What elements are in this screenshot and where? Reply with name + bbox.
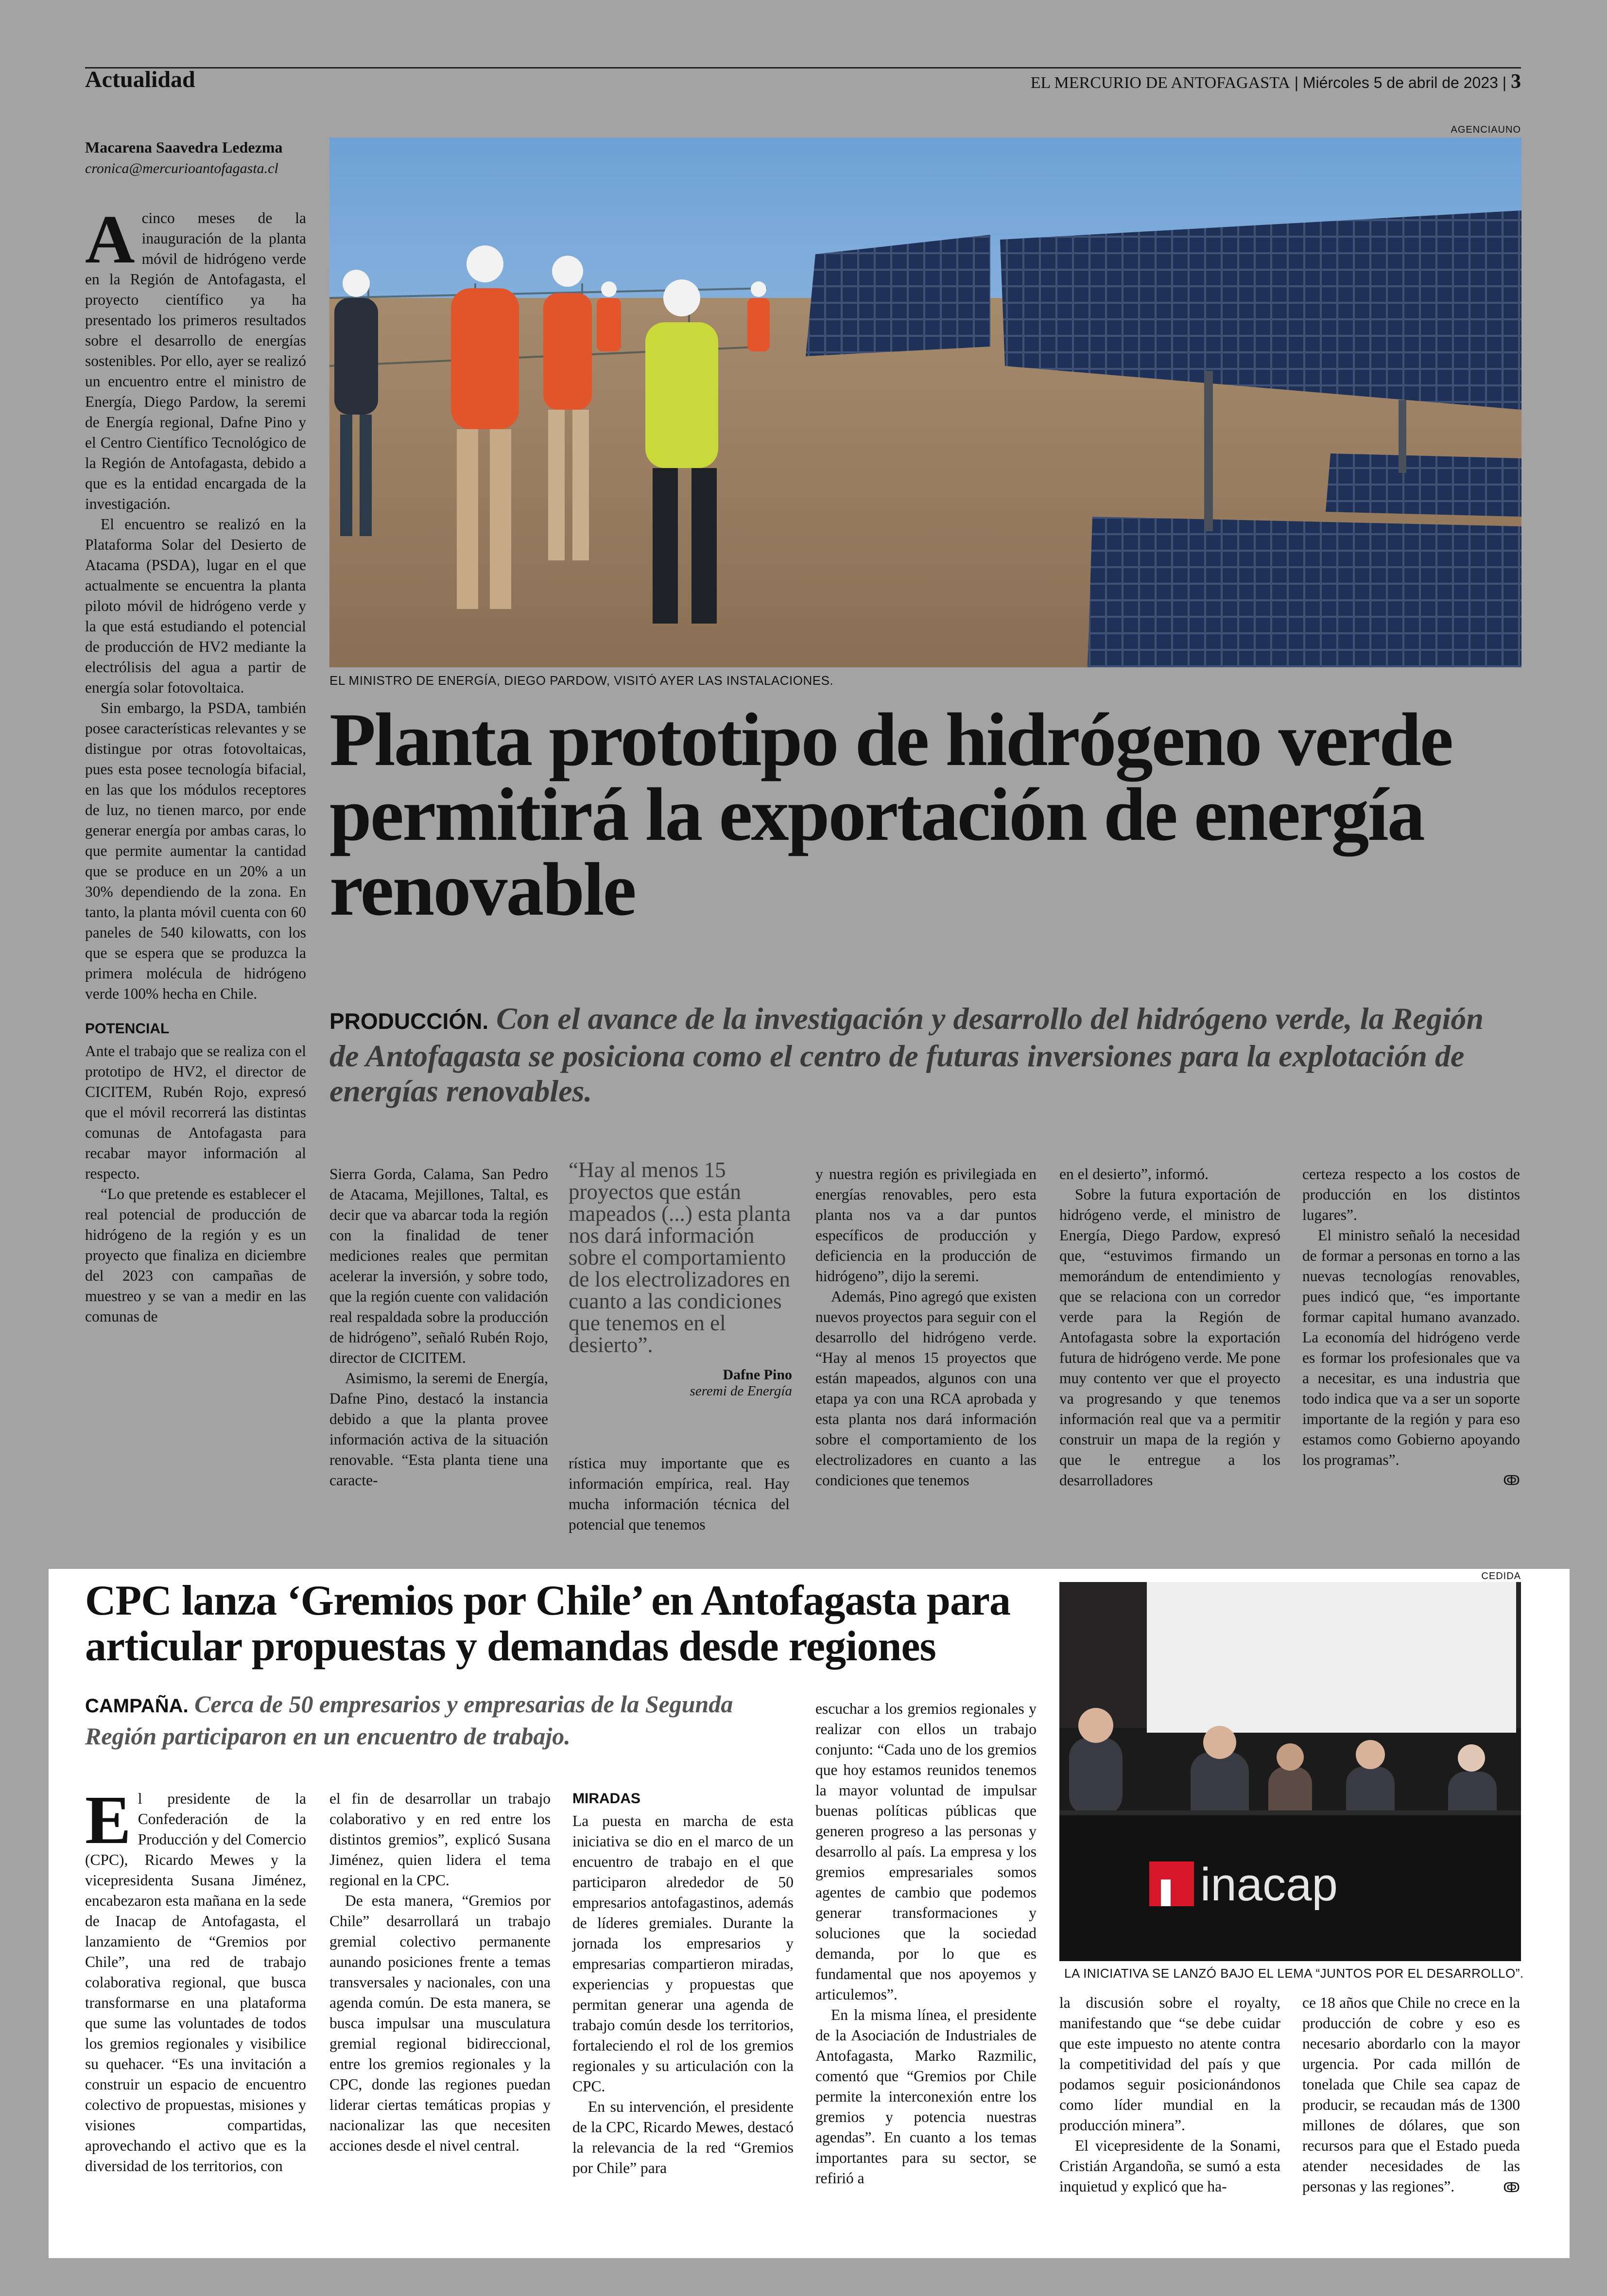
byline <box>85 139 313 177</box>
main-paragraph: Sin embargo, la PSDA, también posee características relevantes y se distingue por otras fotovoltaicas, pues esta posee tecnología bifacial, en las que los módulos receptores de luz, no tienen marco, por ende generar energía por ambas caras, lo que permite aumentar la cantidad que se produce en un 20% a un 30% dependiendo de la zona. En tanto, la planta móvil cuenta con 60 paneles de 540 kilowatts, con los que se espera que se produzca la primera molécula de hidrógeno verde 100% hecha en Chile. <box>85 699 306 1002</box>
main-subhead: POTENCIAL <box>85 1021 170 1037</box>
main-paragraph: El ministro señaló la necesidad de formar a personas en torno a las nuevas tecnologías renovables, pues indicó que, “es importante formar capital humano avanzado. La economía del hidrógeno verde es formar los profesionales que va a necesitar, es una industria que todo indica que va a ser un soporte importante de la región y para eso estamos como Gobierno apoyando los programas”. <box>1302 1227 1520 1468</box>
main-paragraph: Asimismo, la seremi de Energía, Dafne Pino, destacó la instancia debido a que la planta provee información activa de la situación renovable. “Esta planta tiene una caracte- <box>329 1370 548 1489</box>
pull-quote-text: “Hay al menos 15 proyectos que están mapeados (...) esta planta nos dará información sobre el comportamiento de los electrolizadores en cuanto a las condiciones que tenemos en el desierto”. <box>569 1158 791 1357</box>
main-paragraph: en el desierto”, informó. <box>1059 1165 1209 1183</box>
second-deck <box>85 1689 790 1751</box>
second-photo-credit: CEDIDA <box>1481 1571 1521 1582</box>
pull-quote-name: Dafne Pino <box>723 1367 792 1383</box>
main-paragraph: El encuentro se realizó en la Plataforma Solar del Desierto de Atacama (PSDA), lugar en el que actualmente se encuentra la planta piloto móvil de hidrógeno verde y la que está estudiando el potencial de producción de HV2 mediante la electrólisis del agua a partir de energía solar fotovoltaica. <box>85 516 306 696</box>
second-headline: CPC lanza ‘Gremios por Chile’ en Antofagasta para articular propuestas y demandas desde regiones <box>85 1577 1011 1670</box>
second-paragraph: De esta manera, “Gremios por Chile” desarrollará un trabajo gremial colectivo permanente aunando posiciones frente a temas transversales y nacionales, con una agenda común. De esta manera, se busca impulsar una musculatura gremial regional bidireccional, entre los gremios regionales y la CPC, donde las regiones puedan liderar ciertas temáticas propias y nacionalizar las que necesiten acciones desde el nivel central. <box>329 1892 551 2154</box>
second-column-1 <box>85 1781 306 2176</box>
publication-name: EL MERCURIO DE ANTOFAGASTA <box>1030 74 1290 92</box>
author-name: Macarena Saavedra Ledezma <box>85 139 283 156</box>
second-column-2 <box>329 1789 551 2156</box>
second-column-6 <box>1302 1993 1520 2198</box>
second-column-3 <box>572 1789 794 2178</box>
second-paragraph: El vicepresidente de la Sonami, Cristián Argandoña, se sumó a esta inquietud y explicó que ha- <box>1059 2137 1280 2195</box>
main-paragraph: Además, Pino agregó que existen nuevos proyectos para seguir con el desarrollo del hidrógeno verde. “Hay al menos 15 proyectos que están mapeados, algunos con una etapa ya con una RCA aprobada y esta planta nos dará información sobre el comportamiento de los electrolizadores en cuanto a las condiciones que tenemos <box>815 1288 1037 1489</box>
header-rule <box>85 67 1521 69</box>
inacap-logo-icon <box>1149 1861 1194 1906</box>
second-paragraph: En su intervención, el presidente de la CPC, Ricardo Mewes, destacó la relevancia de la red “Gremios por Chile” para <box>572 2098 794 2176</box>
main-paragraph: Sobre la futura exportación de hidrógeno verde, el ministro de Energía, Diego Pardow, expresó que, “estuvimos firmando un memorándum de entendimiento y que se relaciona con un corredor verde para la Región de Antofagasta sobre la exportación futura de hidrógeno verde. Me pone muy contento ver que el proyecto va progresando y que tenemos información real que va a permitir construir un mapa de la región y que le entregue a los desarrolladores <box>1059 1186 1280 1489</box>
conference-photo <box>1059 1582 1521 1961</box>
page-number: 3 <box>1511 70 1521 93</box>
main-paragraph: certeza respecto a los costos de producción en los distintos lugares”. <box>1302 1165 1520 1223</box>
second-paragraph: En la misma línea, el presidente de la Asociación de Industriales de Antofagasta, Marko Razmilic, comentó que “Gremios por Chile permite la interconexión entre los gremios y potencia nuestras agendas”. En cuanto a los temas importantes para su sector, se refirió a <box>815 2006 1037 2187</box>
main-paragraph: cinco meses de la inauguración de la planta móvil de hidrógeno verde en la Región de Antofagasta, el proyecto científico ya ha presentado los primeros resultados sobre el desarrollo de energías sostenibles. Por ello, ayer se realizó un encuentro entre el ministro de Energía, Diego Pardow, la seremi de Energía regional, Dafne Pino y el Centro Científico Tecnológico de la Región de Antofagasta, debido a que es la entidad encargada de la investigación. <box>85 209 306 512</box>
second-paragraph: la discusión sobre el royalty, manifestando que “se debe cuidar que este impuesto no atente contra la competitividad del país y que podamos seguir posicionándonos como líder mundial en la producción minera”. <box>1059 1994 1280 2134</box>
main-photo-caption: EL MINISTRO DE ENERGÍA, DIEGO PARDOW, VISITÓ AYER LAS INSTALACIONES. <box>329 673 834 688</box>
second-column-5 <box>1059 1993 1280 2197</box>
second-photo <box>1059 1582 1521 1961</box>
publication-info: EL MERCURIO DE ANTOFAGASTA | Miércoles 5 de abril de 2023 | 3 <box>1030 70 1521 93</box>
second-deck-text: Cerca de 50 empresarios y empresarias de la Segunda Región participaron en un encuentro de trabajo. <box>85 1690 733 1750</box>
main-column-6 <box>1302 1164 1520 1491</box>
banner-text: inacap <box>1200 1859 1338 1911</box>
main-column-3 <box>569 1453 790 1535</box>
second-paragraph: ce 18 años que Chile no crece en la producción de cobre y eso es necesario abordarlo con la mayor urgencia. Por cada millón de tonelada que Chile sea capaz de producir, se recaudan más de 1300 millones de dólares, que son recursos para que el Estado pueda atender necesidades de las personas y las regiones”. <box>1302 1994 1520 2195</box>
main-headline: Planta prototipo de hidrógeno verde permitirá la exportación de energía renovable <box>329 697 1452 931</box>
main-kicker: PRODUCCIÓN. <box>329 1009 489 1034</box>
main-paragraph: Sierra Gorda, Calama, San Pedro de Atacama, Mejillones, Taltal, es decir que va abarcar toda la región con la finalidad de tener mediciones reales que permitan acelerar la inversión, y sobre todo, que la región cuente con validación real respaldada sobre la producción de hidrógeno”, señaló Rubén Rojo, director de CICITEM. <box>329 1165 548 1366</box>
main-drop-cap: A <box>85 201 135 278</box>
main-deck-text: Con el avance de la investigación y desarrollo del hidrógeno verde, la Región de Antofagasta se posiciona como el centro de futuras inversiones para la explotación de energías renovables. <box>329 1001 1484 1108</box>
main-deck <box>329 1001 1515 1109</box>
section-name: Actualidad <box>85 67 195 92</box>
second-subhead: MIRADAS <box>572 1791 640 1807</box>
main-photo <box>329 138 1521 667</box>
main-column-5 <box>1059 1164 1280 1491</box>
main-paragraph: y nuestra región es privilegiada en energías renovables, pero esta planta nos va a dar puntos específicos de producción y deficiencia en la producción de hidrógeno”, dijo la seremi. <box>815 1165 1037 1285</box>
main-paragraph: “Lo que pretende es establecer el real potencial de producción de hidrógeno de la región y es un proyecto que finaliza en diciembre del 2023 con campañas de muestreo y se van a medir en las comunas de <box>85 1185 306 1325</box>
main-paragraph: rística muy importante que es información empírica, real. Hay mucha información técnica del potencial que tenemos <box>569 1455 790 1533</box>
pull-quote <box>569 1159 792 1399</box>
pull-quote-role: seremi de Energía <box>690 1383 792 1399</box>
main-paragraph: Ante el trabajo que se realiza con el prototipo de HV2, el director de CICITEM, Rubén Rojo, expresó que el móvil recorrerá las distintas comunas de Antofagasta para recabar mayor información al respecto. <box>85 1043 306 1182</box>
second-paragraph: el fin de desarrollar un trabajo colaborativo y en red entre los distintos gremios”, explicó Susana Jiménez, quien lidera el tema regional en la CPC. <box>329 1790 551 1889</box>
main-column-1 <box>85 201 306 1327</box>
photo-credit: AGENCIAUNO <box>1451 124 1521 135</box>
main-column-4 <box>815 1164 1037 1491</box>
second-kicker: CAMPAÑA. <box>85 1695 189 1717</box>
second-paragraph: escuchar a los gremios regionales y realizar con ellos un trabajo conjunto: “Cada uno de los gremios que hoy estamos reunidos tenemos la mayor voluntad de impulsar buenas políticas públicas que generen progreso a las personas y desarrollo al país. La empresa y los gremios empresariales somos agentes de cambio que podemos generar transformaciones y soluciones que la sociedad demanda, por lo que es fundamental que nos apoyemos y articulemos”. <box>815 1700 1037 2003</box>
second-column-4 <box>815 1699 1037 2189</box>
publication-date: Miércoles 5 de abril de 2023 <box>1302 74 1498 91</box>
second-drop-cap: E <box>85 1781 131 1858</box>
end-mark-icon: ↂ <box>1503 2179 1520 2195</box>
solar-plant-photo <box>329 138 1521 667</box>
second-paragraph: l presidente de la Confederación de la Producción y del Comercio (CPC), Ricardo Mewes y la vicepresidenta Susana Jiménez, encabezaron esta mañana en la sede de Inacap de Antofagasta, el lanzamiento de “Gremios por Chile”, una red de trabajo colaborativa regional, que busca transformarse en una plataforma que sume las voluntades de todos los gremios regionales y visibilice su quehacer. “Es una invitación a construir un espacio de encuentro colectivo de propuestas, misiones y visiones compartidas, aprovechando el activo que es la diversidad de los territorios, con <box>85 1790 306 2174</box>
second-paragraph: La puesta en marcha de esta iniciativa se dio en el marco de un encuentro de trabajo en el que participaron alrededor de 50 empresarios antofagastinos, además de líderes gremiales. Durante la jornada los empresarios y empresarias compartieron miradas, experiencias y propuestas que permitan generar una agenda de trabajo común desde los territorios, fortaleciendo el rol de los gremios regionales y su articulación con la CPC. <box>572 1812 794 2095</box>
main-column-2 <box>329 1164 548 1491</box>
author-email[interactable]: cronica@mercurioantofagasta.cl <box>85 160 278 176</box>
end-mark-icon: ↂ <box>1503 1472 1520 1488</box>
second-photo-caption: LA INICIATIVA SE LANZÓ BAJO EL LEMA “JUNTOS POR EL DESARROLLO”. <box>1064 1966 1524 1981</box>
